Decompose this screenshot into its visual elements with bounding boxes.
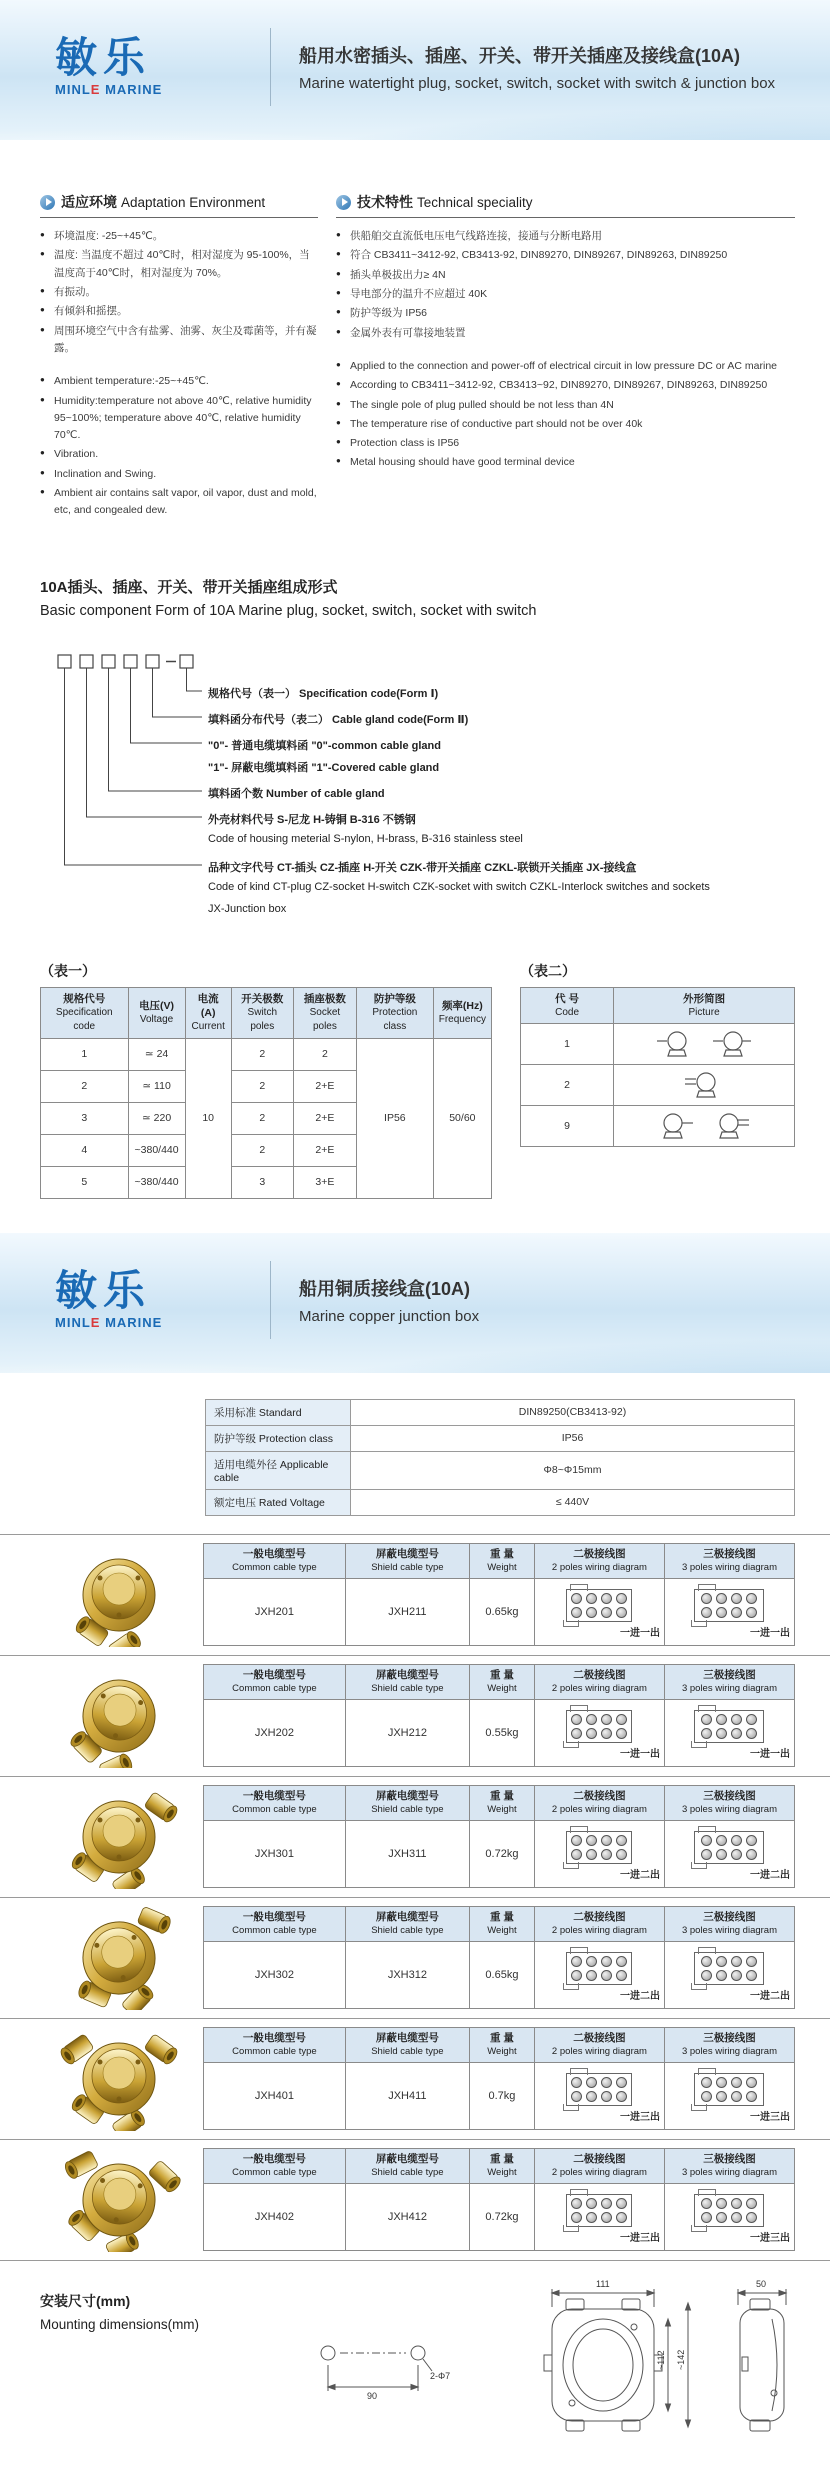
list-item: ● 有振动。 <box>40 284 318 301</box>
column-header: 重 量 Weight <box>469 2149 534 2184</box>
code-label-gland-0: "0"- 普通电缆填料函 "0"-common cable gland <box>208 739 441 752</box>
table-row: JXH301 JXH311 0.72kg 一进二出 一进二出 <box>204 1821 795 1888</box>
list-item: ● 符合 CB3411~3412-92, CB3413-92, DIN89270, DIN89267, DIN89263, DIN89250 <box>336 247 795 264</box>
column-header: 代 号 Code <box>521 987 614 1024</box>
section-title-en: Adaptation Environment <box>121 194 266 210</box>
adaptation-environment-section <box>40 192 318 522</box>
column-header: 三极接线图 3 poles wiring diagram <box>664 1665 794 1700</box>
common-cable-type: JXH302 <box>204 1942 346 2009</box>
common-cable-type: JXH301 <box>204 1821 346 1888</box>
list-item: ● Metal housing should have good terminal device <box>336 454 795 471</box>
code-label-kind-en-2: JX-Junction box <box>208 902 287 915</box>
list-item: ● Inclination and Swing. <box>40 466 318 483</box>
table-row: JXH401 JXH411 0.7kg 一进三出 一进三出 <box>204 2063 795 2130</box>
list-item: ● 导电部分的温升不应超过 40K <box>336 286 795 303</box>
list-item: ● 防护等级为 IP56 <box>336 305 795 322</box>
dim-spacing: 90 <box>367 2390 378 2401</box>
column-header: 规格代号 Specification code <box>41 987 129 1038</box>
shield-cable-type: JXH312 <box>345 1942 469 2009</box>
column-header: 一般电缆型号 Common cable type <box>204 2149 346 2184</box>
wiring-diagram-3pole <box>694 2194 764 2227</box>
column-header: 屏蔽电缆型号 Shield cable type <box>345 1544 469 1579</box>
brand-logo-cn: 敏乐 <box>55 1265 152 1315</box>
column-header: 屏蔽电缆型号 Shield cable type <box>345 1786 469 1821</box>
wiring-diagram-2pole <box>566 1831 632 1864</box>
brand-logo <box>55 1265 270 1330</box>
wiring-diagram-2pole <box>566 1589 632 1622</box>
spec-tables-section <box>40 961 795 1199</box>
product-image-jxh301 <box>35 1785 203 1889</box>
column-header: 二极接线图 2 poles wiring diagram <box>534 1544 664 1579</box>
product-row-jxh201 <box>0 1534 830 1655</box>
product-row-jxh301 <box>0 1776 830 1897</box>
column-header: 二极接线图 2 poles wiring diagram <box>534 2028 664 2063</box>
product-row-jxh401 <box>0 2018 830 2139</box>
component-form-section <box>40 576 795 935</box>
common-cable-type: JXH201 <box>204 1579 346 1646</box>
column-header: 频率(Hz) Frequency <box>433 987 491 1038</box>
product-image-jxh401 <box>35 2027 203 2131</box>
weight: 0.72kg <box>469 2184 534 2251</box>
standards-table <box>205 1399 795 1516</box>
column-header: 重 量 Weight <box>469 2028 534 2063</box>
list-item: ● According to CB3411~3412-92, CB3413~92, DIN89270, DIN89267, DIN89263, DIN89250 <box>336 377 795 394</box>
current-merged-cell: 10 <box>185 1038 231 1198</box>
brand-logo-en: MINLE MARINE <box>55 82 163 97</box>
section-arrow-icon <box>40 195 55 210</box>
page-title-cn: 船用水密插头、插座、开关、带开关插座及接线盒(10A) <box>299 46 741 66</box>
column-header: 屏蔽电缆型号 Shield cable type <box>345 2028 469 2063</box>
wiring-diagram-3pole <box>694 2073 764 2106</box>
column-header: 三极接线图 3 poles wiring diagram <box>664 1786 794 1821</box>
table-row: 1 ≃ 24 10 2 2 IP56 50/60 <box>41 1038 492 1070</box>
wiring-diagram-3pole <box>694 1831 764 1864</box>
product-image-jxh302 <box>35 1906 203 2010</box>
technical-speciality-header <box>336 192 795 218</box>
shield-cable-type: JXH212 <box>345 1700 469 1767</box>
column-header: 三极接线图 3 poles wiring diagram <box>664 2028 794 2063</box>
code-label-kind-cn: 品种文字代号 CT-插头 CZ-插座 H-开关 CZK-带开关插座 CZKL-联锁开关插座 JX-接线盒 <box>208 861 637 874</box>
table-row: 2 <box>521 1065 795 1106</box>
column-header: 电压(V) Voltage <box>128 987 185 1038</box>
section-title-cn: 技术特性 <box>357 194 413 210</box>
column-header: 屏蔽电缆型号 Shield cable type <box>345 2149 469 2184</box>
weight: 0.55kg <box>469 1700 534 1767</box>
specification-table <box>40 987 492 1199</box>
wiring-diagram-2pole <box>566 2194 632 2227</box>
list-item: ● Humidity:temperature not above 40℃, relative humidity 95~100%; temperature above 40℃, relative humidity 70℃. <box>40 393 318 445</box>
list-item: ● Protection class is IP56 <box>336 435 795 452</box>
common-cable-type: JXH402 <box>204 2184 346 2251</box>
page-title-en: Marine watertight plug, socket, switch, socket with switch & junction box <box>299 75 776 92</box>
brand-logo-cn: 敏乐 <box>55 33 152 82</box>
column-header: 二极接线图 2 poles wiring diagram <box>534 1665 664 1700</box>
common-cable-type: JXH202 <box>204 1700 346 1767</box>
column-header: 二极接线图 2 poles wiring diagram <box>534 1907 664 1942</box>
column-header: 一般电缆型号 Common cable type <box>204 1786 346 1821</box>
weight: 0.65kg <box>469 1579 534 1646</box>
gland-pictogram <box>711 1029 753 1059</box>
column-header: 重 量 Weight <box>469 1665 534 1700</box>
technical-speciality-section <box>336 192 795 522</box>
column-header: 电流(A) Current <box>185 987 231 1038</box>
environment-and-speciality <box>40 192 795 522</box>
adaptation-items-cn <box>40 228 318 357</box>
table-row: 采用标准 Standard DIN89250(CB3413-92) <box>206 1399 795 1425</box>
adaptation-environment-header <box>40 192 318 218</box>
wiring-diagram-2pole <box>566 1710 632 1743</box>
gland-pictogram <box>655 1029 697 1059</box>
table-row: 防护等级 Protection class IP56 <box>206 1425 795 1451</box>
list-item: ● Applied to the connection and power-off of electrical circuit in low pressure DC or AC marine <box>336 358 795 375</box>
column-header: 一般电缆型号 Common cable type <box>204 1544 346 1579</box>
table-row: JXH201 JXH211 0.65kg 一进一出 一进一出 <box>204 1579 795 1646</box>
table-row: 5 ~380/440 3 3+E <box>41 1166 492 1198</box>
shield-cable-type: JXH411 <box>345 2063 469 2130</box>
technical-items-cn <box>336 228 795 342</box>
table-row: 1 <box>521 1024 795 1065</box>
list-item: ● Ambient air contains salt vapor, oil vapor, dust and mold, etc, and congealed dew. <box>40 485 318 520</box>
wiring-diagram-3pole <box>694 1952 764 1985</box>
table1-caption: （表一） <box>40 962 96 979</box>
table-row: 4 ~380/440 2 2+E <box>41 1134 492 1166</box>
mounting-dimensions-section <box>40 2275 810 2450</box>
component-form-title-cn: 10A插头、插座、开关、带开关插座组成形式 <box>40 578 338 596</box>
code-label-specification: 规格代号（表一） Specification code(Form Ⅰ) <box>208 687 439 700</box>
section-title-en: Technical speciality <box>417 194 533 210</box>
banner-divider <box>270 1261 271 1339</box>
dim-height1: ~112 <box>656 2349 666 2370</box>
table2-caption: （表二） <box>520 962 576 979</box>
list-item: ● 周围环境空气中含有盐雾、油雾、灰尘及霉菌等，并有凝露。 <box>40 323 318 358</box>
column-header: 二极接线图 2 poles wiring diagram <box>534 1786 664 1821</box>
model-code-diagram <box>40 653 795 935</box>
table-row: 适用电缆外径 Applicable cable Φ8~Φ15mm <box>206 1451 795 1489</box>
shield-cable-type: JXH412 <box>345 2184 469 2251</box>
list-item: ● 插头单极拔出力≥ 4N <box>336 267 795 284</box>
list-item: ● The single pole of plug pulled should be not less than 4N <box>336 397 795 414</box>
list-item: ● Vibration. <box>40 446 318 463</box>
product-image-jxh402 <box>35 2148 203 2252</box>
product-image-jxh201 <box>35 1543 203 1647</box>
gland-pictogram <box>683 1070 725 1100</box>
frequency-merged-cell: 50/60 <box>433 1038 491 1198</box>
column-header: 一般电缆型号 Common cable type <box>204 1907 346 1942</box>
weight: 0.72kg <box>469 1821 534 1888</box>
table-row: 9 <box>521 1106 795 1147</box>
column-header: 开关极数 Switch poles <box>231 987 293 1038</box>
table-row: JXH302 JXH312 0.65kg 一进二出 一进二出 <box>204 1942 795 2009</box>
gland-picture-table <box>520 987 795 1148</box>
list-item: ● Ambient temperature:-25~+45℃. <box>40 373 318 390</box>
column-header: 二极接线图 2 poles wiring diagram <box>534 2149 664 2184</box>
column-header: 屏蔽电缆型号 Shield cable type <box>345 1907 469 1942</box>
mounting-title-en: Mounting dimensions(mm) <box>40 2316 200 2332</box>
component-form-title-en: Basic component Form of 10A Marine plug, socket, switch, socket with switch <box>40 602 537 619</box>
column-header: 重 量 Weight <box>469 1786 534 1821</box>
mounting-dimension-drawing <box>290 2275 810 2450</box>
list-item: ● 环境温度: -25~+45℃。 <box>40 228 318 245</box>
wiring-diagram-2pole <box>566 1952 632 1985</box>
code-label-housing-en: Code of housing meterial S-nylon, H-brass, B-316 stainless steel <box>208 832 523 845</box>
technical-items-en <box>336 358 795 472</box>
separator-line <box>0 2260 830 2261</box>
table-row: 2 ≃ 110 2 2+E <box>41 1070 492 1102</box>
mounting-title-cn: 安装尺寸(mm) <box>40 2292 131 2309</box>
dim-side: 50 <box>756 2278 767 2289</box>
column-header: 三极接线图 3 poles wiring diagram <box>664 1907 794 1942</box>
shield-cable-type: JXH211 <box>345 1579 469 1646</box>
code-label-gland-1: "1"- 屏蔽电缆填料函 "1"-Covered cable gland <box>208 761 440 774</box>
column-header: 一般电缆型号 Common cable type <box>204 2028 346 2063</box>
brand-logo <box>55 33 270 97</box>
wiring-diagram-3pole <box>694 1589 764 1622</box>
table-row: JXH402 JXH412 0.72kg 一进三出 一进三出 <box>204 2184 795 2251</box>
banner-divider <box>270 28 271 106</box>
column-header: 屏蔽电缆型号 Shield cable type <box>345 1665 469 1700</box>
list-item: ● 有倾斜和摇摆。 <box>40 303 318 320</box>
code-label-gland-number: 填料函个数 Number of cable gland <box>208 787 385 800</box>
weight: 0.7kg <box>469 2063 534 2130</box>
dim-holes: 2-Φ7 <box>430 2370 451 2381</box>
column-header: 一般电缆型号 Common cable type <box>204 1665 346 1700</box>
dim-width: 111 <box>596 2278 610 2289</box>
code-label-housing-cn: 外壳材料代号 S-尼龙 H-铸铜 B-316 不锈钢 <box>208 813 416 826</box>
column-header: 三极接线图 3 poles wiring diagram <box>664 1544 794 1579</box>
column-header: 重 量 Weight <box>469 1544 534 1579</box>
table1-block <box>40 961 492 1199</box>
header-banner-top <box>0 0 830 140</box>
column-header: 重 量 Weight <box>469 1907 534 1942</box>
section-page-title-cn: 船用铜质接线盒(10A) <box>299 1278 471 1299</box>
section-title-cn: 适应环境 <box>61 194 117 210</box>
product-row-jxh302 <box>0 1897 830 2018</box>
list-item: ● 温度: 当温度不超过 40℃时，相对湿度为 95-100%，当温度高于40℃时，相对湿度为 70%。 <box>40 247 318 282</box>
product-row-jxh202 <box>0 1655 830 1776</box>
table2-block <box>520 961 795 1148</box>
dim-height2: ~142 <box>676 2349 686 2370</box>
brand-logo-en: MINLE MARINE <box>55 1314 163 1330</box>
table-row: JXH202 JXH212 0.55kg 一进一出 一进一出 <box>204 1700 795 1767</box>
shield-cable-type: JXH311 <box>345 1821 469 1888</box>
column-header: 插座极数 Socket poles <box>293 987 356 1038</box>
product-image-jxh202 <box>35 1664 203 1768</box>
product-list <box>0 1534 830 2261</box>
table-row: 额定电压 Rated Voltage ≤ 440V <box>206 1489 795 1515</box>
adaptation-items-en <box>40 373 318 520</box>
gland-pictogram <box>711 1111 753 1141</box>
gland-pictogram <box>655 1111 697 1141</box>
column-header: 外形简图 Picture <box>614 987 795 1024</box>
header-banner-junction-box <box>0 1233 830 1373</box>
code-label-kind-en: Code of kind CT-plug CZ-socket H-switch CZK-socket with switch CZKL-Interlock switches and sockets <box>208 880 710 893</box>
common-cable-type: JXH401 <box>204 2063 346 2130</box>
standards-section <box>205 1399 795 1516</box>
column-header: 三极接线图 3 poles wiring diagram <box>664 2149 794 2184</box>
list-item: ● 金属外表有可靠接地装置 <box>336 325 795 342</box>
section-page-title-en: Marine copper junction box <box>299 1307 480 1325</box>
column-header: 防护等级 Protection class <box>357 987 434 1038</box>
code-label-gland-code: 填料函分布代号（表二） Cable gland code(Form Ⅱ) <box>208 713 469 726</box>
wiring-diagram-3pole <box>694 1710 764 1743</box>
protection-merged-cell: IP56 <box>357 1038 434 1198</box>
list-item: ● 供船舶交直流低电压电气线路连接，接通与分断电路用 <box>336 228 795 245</box>
weight: 0.65kg <box>469 1942 534 2009</box>
table-row: 3 ≃ 220 2 2+E <box>41 1102 492 1134</box>
section-arrow-icon <box>336 195 351 210</box>
list-item: ● The temperature rise of conductive part should not be over 40k <box>336 416 795 433</box>
wiring-diagram-2pole <box>566 2073 632 2106</box>
